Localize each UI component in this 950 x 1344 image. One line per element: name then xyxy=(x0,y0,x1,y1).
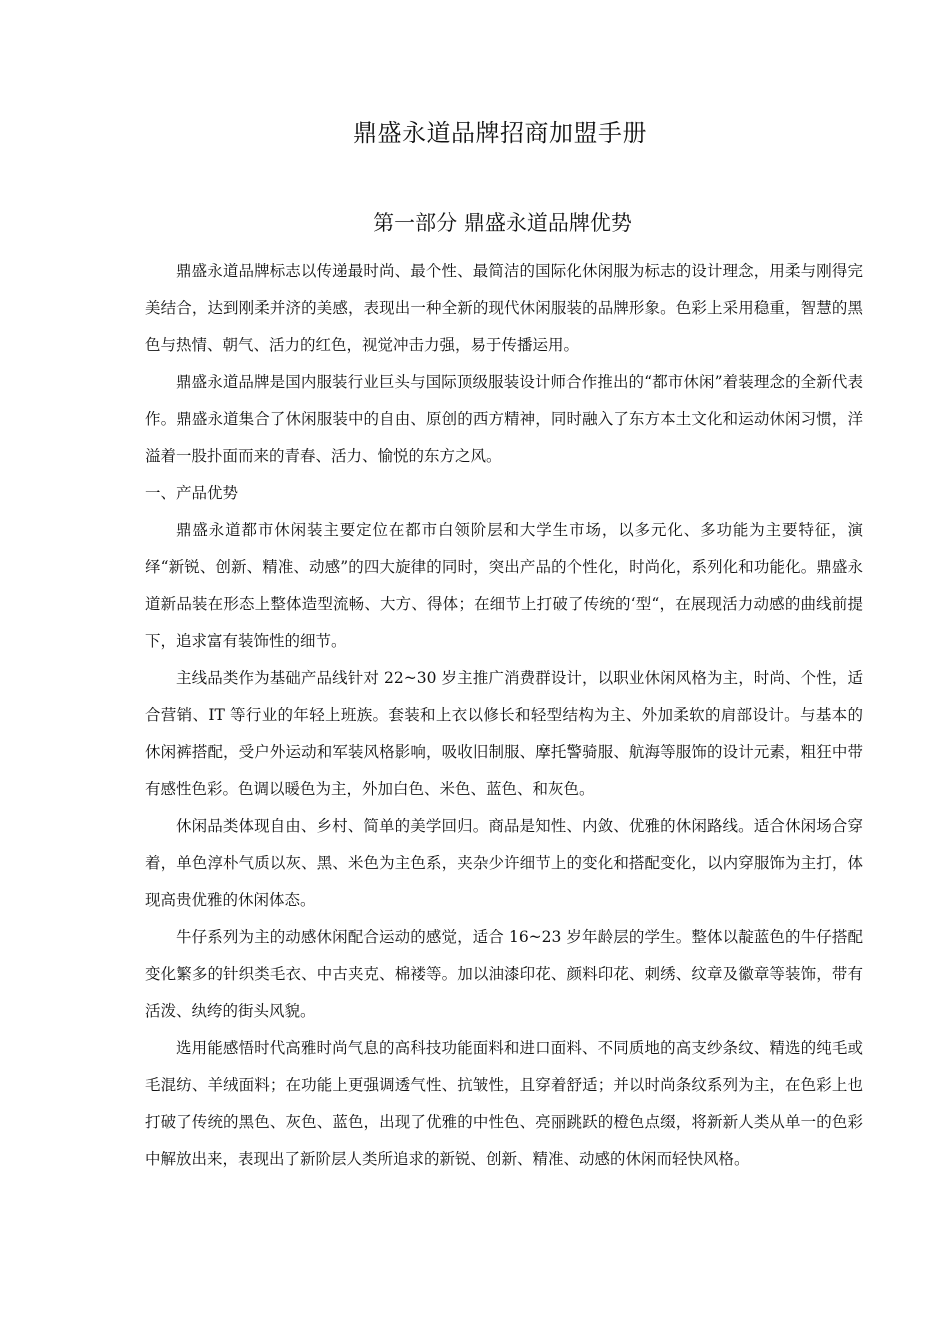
intro-paragraph: 鼎盛永道品牌是国内服装行业巨头与国际顶级服装设计师合作推出的“都市休闲”着装理念的全新代表作。鼎盛永道集合了休闲服装中的自由、原创的西方精神，同时融入了东方本土文化和运动休闲习惯，洋溢着一股扑面而来的青春、活力、愉悦的东方之风。 xyxy=(145,373,863,465)
product-paragraph: 鼎盛永道都市休闲装主要定位在都市白领阶层和大学生市场，以多元化、多功能为主要特征，演绎“新锐、创新、精准、动感”的四大旋律的同时，突出产品的个性化，时尚化，系列化和功能化。鼎盛永道新品装在形态上整体造型流畅、大方、得体；在细节上打破了传统的‘型“，在展现活力动感的曲线前提下，追求富有装饰性的细节。 xyxy=(145,521,863,650)
product-paragraph: 休闲品类体现自由、乡村、简单的美学回归。商品是知性、内敛、优雅的休闲路线。适合休闲场合穿着，单色淳朴气质以灰、黑、米色为主色系，夹杂少许细节上的变化和搭配变化，以内穿服饰为主打，体现高贵优雅的休闲体态。 xyxy=(145,817,863,909)
product-paragraph: 选用能感悟时代高雅时尚气息的高科技功能面料和进口面料、不同质地的高支纱条纹、精选的纯毛或毛混纺、羊绒面料；在功能上更强调透气性、抗皱性，且穿着舒适；并以时尚条纹系列为主，在色彩上也打破了传统的黑色、灰色、蓝色，出现了优雅的中性色、亮丽跳跃的橙色点缀，将新新人类从单一的色彩中解放出来，表现出了新阶层人类所追求的新锐、创新、精准、动感的休闲而轻快风格。 xyxy=(145,1039,863,1168)
subheading-product-advantage: 一、产品优势 xyxy=(145,484,239,502)
document-title: 鼎盛永道品牌招商加盟手册 xyxy=(353,119,647,147)
document-body xyxy=(145,253,863,1178)
product-paragraph: 主线品类作为基础产品线针对 22~30 岁主推广消费群设计，以职业休闲风格为主，时尚、个性，适合营销、IT 等行业的年轻上班族。套装和上衣以修长和轻型结构为主、外加柔软的肩部设计。与基本的休闲裤搭配，受户外运动和军装风格影响，吸收旧制服、摩托警骑服、航海等服饰的设计元素，粗狂中带有感性色彩。色调以暖色为主，外加白色、米色、蓝色、和灰色。 xyxy=(145,669,863,798)
part-heading: 第一部分 鼎盛永道品牌优势 xyxy=(373,211,632,235)
intro-paragraph: 鼎盛永道品牌标志以传递最时尚、最个性、最简洁的国际化休闲服为标志的设计理念，用柔与刚得完美结合，达到刚柔并济的美感，表现出一种全新的现代休闲服装的品牌形象。色彩上采用稳重，智慧的黑色与热情、朝气、活力的红色，视觉冲击力强，易于传播运用。 xyxy=(145,262,863,354)
product-paragraph: 牛仔系列为主的动感休闲配合运动的感觉，适合 16~23 岁年龄层的学生。整体以靛蓝色的牛仔搭配变化繁多的针织类毛衣、中古夹克、棉褛等。加以油漆印花、颜料印花、刺绣、纹章及徽章等装饰，带有活泼、纨绔的街头风貌。 xyxy=(145,928,863,1020)
